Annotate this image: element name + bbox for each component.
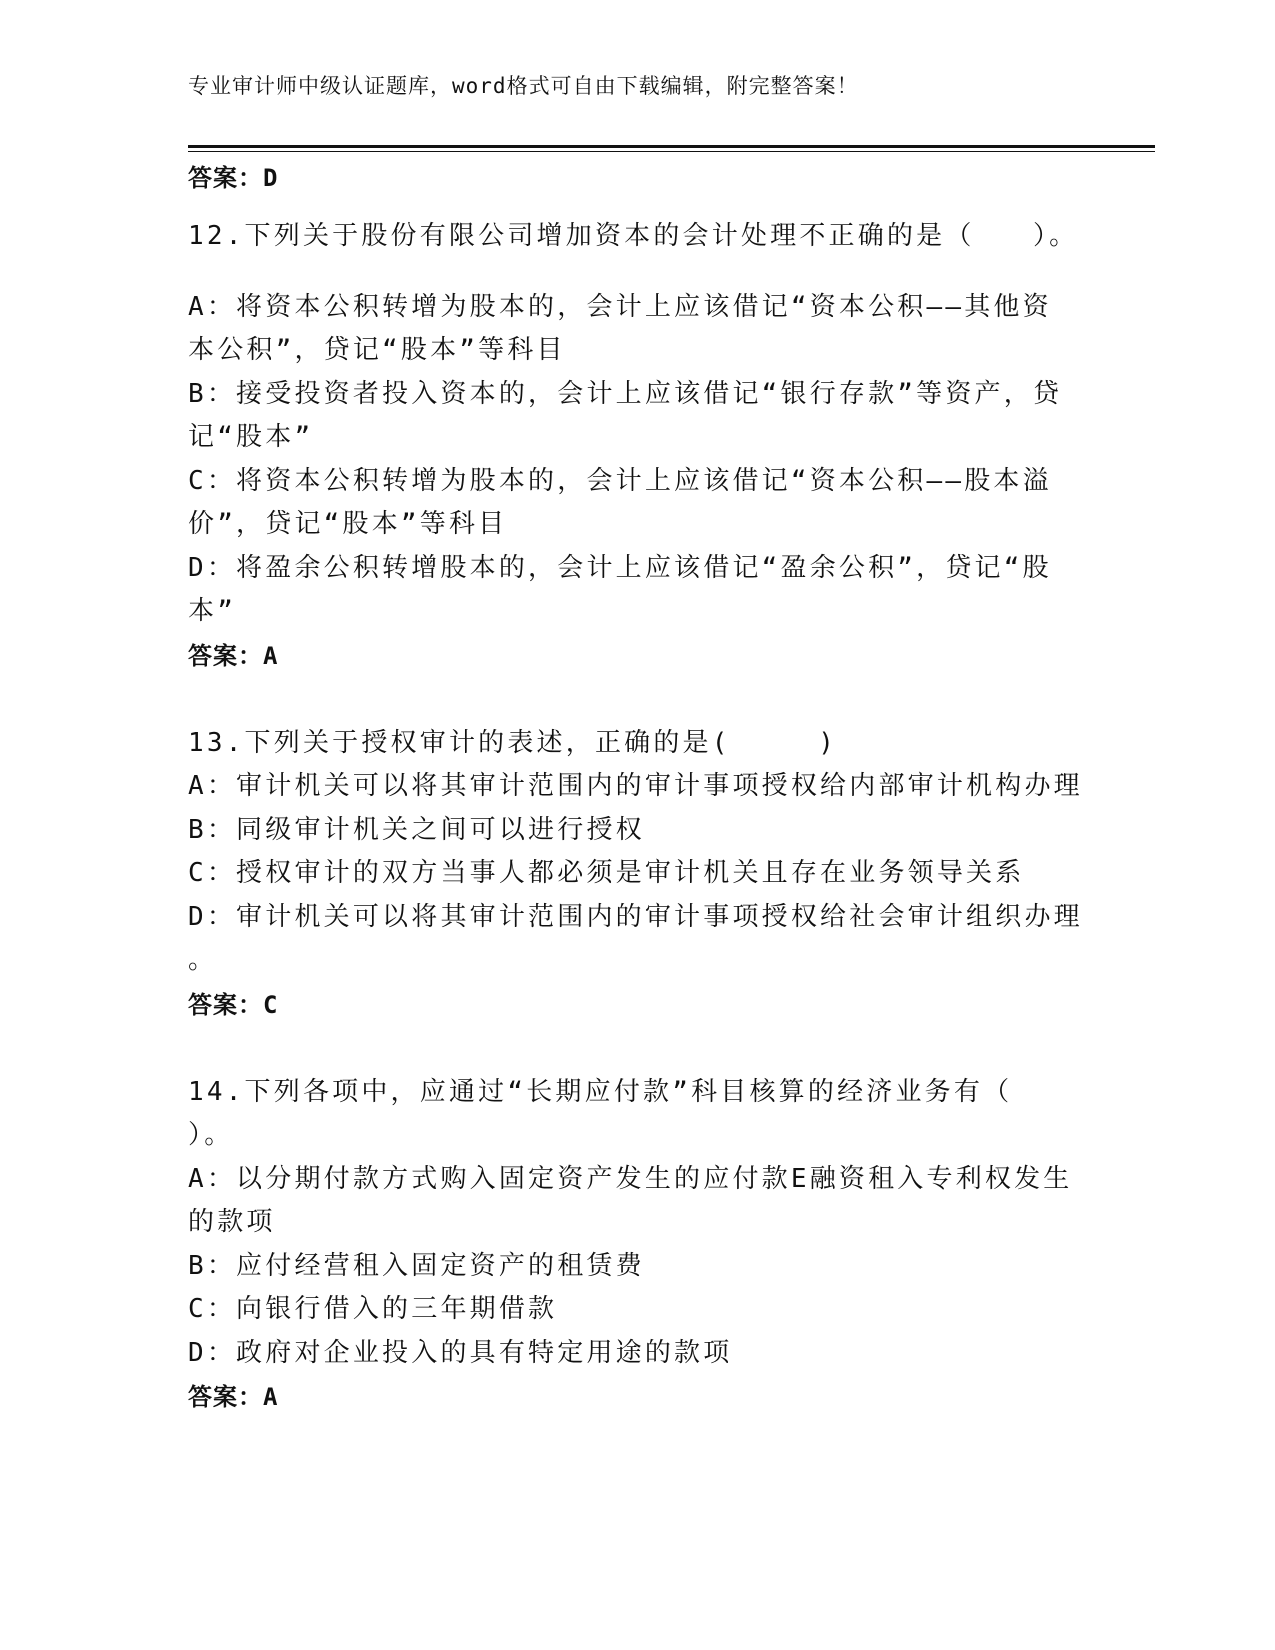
q14-option-b: B：应付经营租入固定资产的租赁费 <box>188 1251 645 1281</box>
q14-option-c: C：向银行借入的三年期借款 <box>188 1294 558 1324</box>
q14-option-a-line2: 的款项 <box>188 1207 276 1237</box>
q13-option-d-line2: 。 <box>188 945 218 975</box>
page-header: 专业审计师中级认证题库，word格式可自由下载编辑，附完整答案！ <box>188 74 859 98</box>
q13-option-a: A：审计机关可以将其审计范围内的审计事项授权给内部审计机构办理 <box>188 771 1083 801</box>
q12-option-a-line1: A：将资本公积转增为股本的，会计上应该借记“资本公积——其他资 <box>188 292 1052 322</box>
q12-option-b-line2: 记“股本” <box>188 422 314 452</box>
q12-option-d-line2: 本” <box>188 596 237 626</box>
q14-option-d: D：政府对企业投入的具有特定用途的款项 <box>188 1338 733 1368</box>
q12-option-b-line1: B：接受投资者投入资本的，会计上应该借记“银行存款”等资产，贷 <box>188 379 1063 409</box>
header-rule <box>188 145 1155 148</box>
header-rule-thin <box>188 151 1155 152</box>
q12-answer: 答案：A <box>188 642 279 670</box>
q13-option-c: C：授权审计的双方当事人都必须是审计机关且存在业务领导关系 <box>188 858 1025 888</box>
question-13-stem: 13.下列关于授权审计的表述，正确的是( ) <box>188 728 838 758</box>
q14-option-a-line1: A：以分期付款方式购入固定资产发生的应付款E融资租入专利权发生 <box>188 1164 1073 1194</box>
question-14-stem-line2: ）。 <box>188 1120 234 1150</box>
q12-option-d-line1: D：将盈余公积转增股本的，会计上应该借记“盈余公积”，贷记“股 <box>188 553 1052 583</box>
question-12-stem: 12.下列关于股份有限公司增加资本的会计处理不正确的是（ ）。 <box>188 221 1079 251</box>
q13-option-d-line1: D：审计机关可以将其审计范围内的审计事项授权给社会审计组织办理 <box>188 902 1083 932</box>
q14-answer: 答案：A <box>188 1383 279 1411</box>
q13-option-b: B：同级审计机关之间可以进行授权 <box>188 815 645 845</box>
q12-option-a-line2: 本公积”，贷记“股本”等科目 <box>188 335 566 365</box>
q12-option-c-line2: 价”，贷记“股本”等科目 <box>188 509 508 539</box>
answer-prev: 答案：D <box>188 164 279 192</box>
q13-answer: 答案：C <box>188 991 279 1019</box>
question-14-stem: 14.下列各项中，应通过“长期应付款”科目核算的经济业务有（ <box>188 1077 1013 1107</box>
q12-option-c-line1: C：将资本公积转增为股本的，会计上应该借记“资本公积——股本溢 <box>188 466 1052 496</box>
